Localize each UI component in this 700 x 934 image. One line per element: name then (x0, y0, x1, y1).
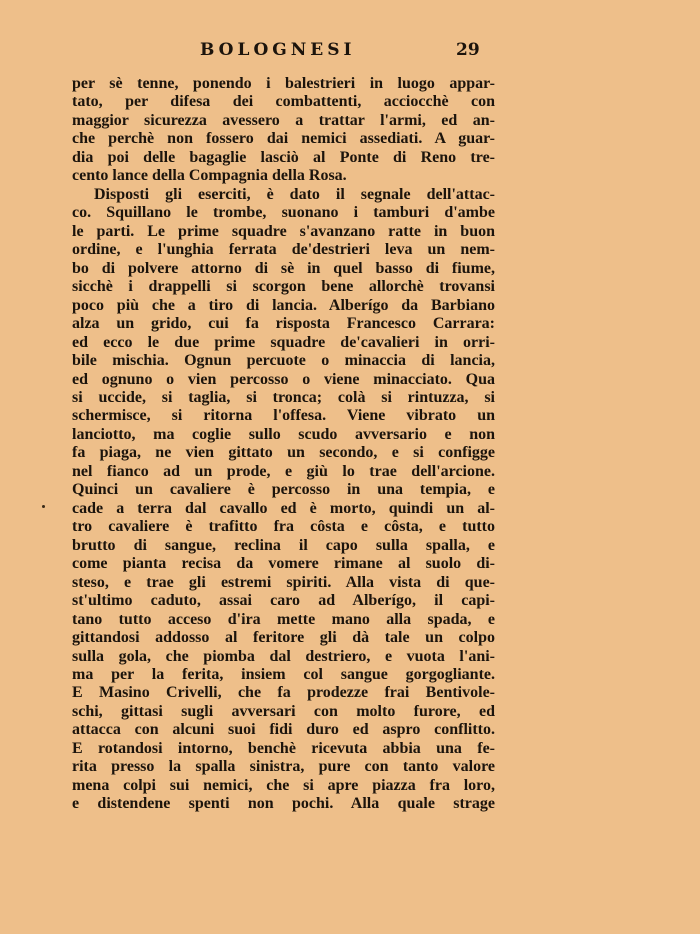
text-line: mena colpi sui nemici, che si apre piazza fra loro, (72, 776, 495, 794)
text-line: steso, e trae gli estremi spiriti. Alla vista di que- (72, 573, 495, 591)
text-line: tano tutto acceso d'ira mette mano alla spada, e (72, 610, 495, 628)
text-line: alza un grido, cui fa risposta Francesco Carrara: (72, 315, 495, 333)
text-line: co. Squillano le trombe, suonano i tamburi d'ambe (72, 204, 495, 222)
ink-speck (42, 505, 45, 508)
text-line: si uccide, si taglia, si tronca; colà si rintuzza, si (72, 388, 495, 406)
text-line: Quinci un cavaliere è percosso in una tempia, e (72, 481, 495, 499)
text-line: ma per la ferita, insiem col sangue gorgogliante. (72, 666, 495, 683)
text-line: dia poi delle bagaglie lasciò al Ponte di Reno tre- (72, 148, 495, 166)
text-line: che perchè non fossero dai nemici assediati. A guar- (72, 130, 495, 148)
text-line: st'ultimo caduto, assai caro ad Alberígo, il capi- (72, 592, 495, 610)
text-line: gittandosi addosso al feritore gli dà tale un colpo (72, 629, 495, 647)
text-line: per sè tenne, ponendo i balestrieri in luogo appar- (72, 75, 495, 92)
text-line: Disposti gli eserciti, è dato il segnale dell'attac- (94, 185, 495, 203)
running-title: BOLOGNESI (200, 40, 356, 60)
page-number: 29 (456, 40, 480, 60)
text-line: poco più che a tiro di lancia. Alberígo da Barbiano (72, 296, 495, 314)
text-line: tato, per difesa dei combattenti, acciocchè con (72, 93, 495, 111)
text-line: lanciotto, ma coglie sullo scudo avversario e non (72, 425, 495, 443)
text-line: cade a terra dal cavallo ed è morto, quindi un al- (72, 499, 495, 517)
text-line: maggior sicurezza avessero a trattar l'armi, ed an- (72, 111, 495, 129)
text-line: ordine, e l'unghia ferrata de'destrieri leva un nem- (72, 241, 495, 259)
text-line: nel fianco ad un prode, e giù lo trae dell'arcione. (72, 462, 495, 480)
text-line: come pianta recisa da vomere rimane al suolo di- (72, 555, 495, 573)
text-line: tro cavaliere è trafitto fra côsta e côsta, e tutto (72, 518, 495, 536)
text-line: rita presso la spalla sinistra, pure con tanto valore (72, 758, 495, 776)
text-line (72, 814, 495, 832)
text-line: sulla gola, che piomba dal destriero, e vuota l'ani- (72, 647, 495, 665)
body-text (72, 75, 495, 832)
text-line: cento lance della Compagnia della Rosa. (72, 167, 347, 185)
text-line: le parti. Le prime squadre s'avanzano ratte in buon (72, 222, 495, 240)
paragraph-2 (72, 186, 495, 832)
text-line: bo di polvere attorno di sè in quel basso di fiume, (72, 259, 495, 277)
text-line: attacca con alcuni suoi fidi duro ed aspro conflitto. (72, 721, 495, 739)
text-line: schi, gittasi sugli avversari con molto furore, ed (72, 702, 495, 720)
text-line: brutto di sangue, reclina il capo sulla spalla, e (72, 536, 495, 554)
text-line: e distendene spenti non pochi. Alla quale strage (72, 795, 495, 813)
text-line: bile mischia. Ognun percuote o minaccia di lancia, (72, 352, 495, 370)
text-line: schermisce, si ritorna l'offesa. Viene vibrato un (72, 407, 495, 425)
text-line: sicchè i drappelli si scorgon bene allorchè trovansi (72, 278, 495, 296)
text-line: E Masino Crivelli, che fa prodezze frai Bentivole- (72, 684, 495, 702)
text-line: fa piaga, ne vien gittato un secondo, e si configge (72, 444, 495, 462)
paragraph-1 (72, 75, 495, 186)
text-line: ed ecco le due prime squadre de'cavalieri in orri- (72, 333, 495, 351)
text-line: E rotandosi intorno, benchè ricevuta abbia una fe- (72, 739, 495, 757)
text-line: ed ognuno o vien percosso o viene minacciato. Qua (72, 370, 495, 388)
